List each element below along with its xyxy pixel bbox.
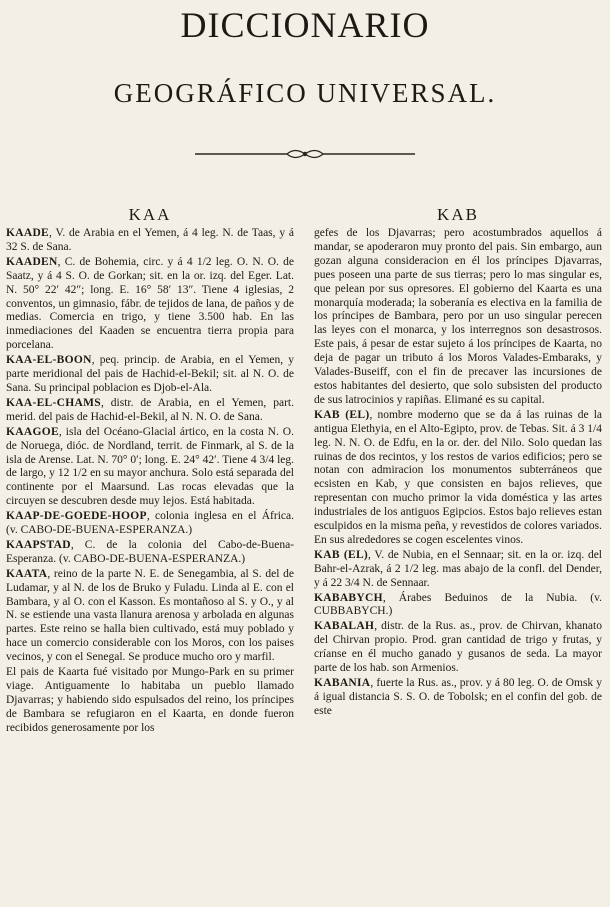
entry-text: , colonia inglesa en el África. (v. CABO-DE-BUENA-ESPERANZA.) [6, 510, 294, 537]
entry-headword: KABANIA [314, 677, 371, 689]
entry-text: , V. de Nubia, en el Sennaar; sit. en la or. izq. del Bahr-el-Azrak, á 2 1/2 leg. mas abajo de la confl. del Dender, y á 22 3/4 N. de Sennaar. [314, 548, 602, 589]
ornament-divider-icon [195, 146, 415, 162]
entry-headword: KAADEN [6, 255, 58, 268]
entry-headword: KAA-EL-BOON [6, 354, 92, 367]
entry [6, 354, 294, 396]
entry [314, 620, 602, 676]
entry [6, 227, 294, 255]
entry-headword: KAATA [6, 567, 48, 580]
entry-text: , C. de la colonia del Cabo-de-Buena-Esperanza. (v. CABO-DE-BUENA-ESPERANZA.) [6, 538, 294, 565]
column-heading: KAB [437, 205, 479, 224]
entry-text: , distr. de la Rus. as., prov. de Chirvan, khanato del Chirvan propio. Prod. gran cantidad de trigo y frutas, y críanse en él mucho ganado y gusanos de seda. La mayor parte de los hab. son Armenios. [314, 620, 602, 675]
entry [6, 510, 294, 538]
entry-headword: KAAGOE [6, 425, 59, 438]
entry [314, 549, 602, 591]
entry [6, 539, 294, 567]
entry [6, 256, 294, 353]
entry-headword: KAADE [6, 227, 50, 239]
column-right [314, 205, 602, 905]
entry-headword: KAB (EL) [314, 548, 369, 561]
entry-headword: KAB (EL) [314, 408, 370, 421]
column-heading: KAA [128, 205, 172, 224]
entry [314, 409, 602, 548]
entry-text: , peq. princip. de Arabia, en el Yemen, y parte meridional del pais de Hachid-el-Bekil; sit. al N. O. de Sana. Su principal poblacion es Djob-el-Ala. [6, 354, 294, 394]
entry-continued [6, 666, 294, 736]
entry-text: , distr. de Arabia, en el Yemen, part. merid. del pais de Hachid-el-Bekil, al N. N. O. de Sana. [6, 396, 294, 423]
entry-text: , isla del Océano-Glacial ártico, en la costa N. O. de Noruega, dióc. de Nordland, territ. de Finmark, al S. de la isla de Arense. Lat. N. 70° 0′; long. E. 24° 42′. Tiene 4 3/4 leg. de largo, y 12 1/2 en su mayor anchura. Solo está separada del continente por el Maarsund. Las rocas elevadas que la circuyen se descubren desde muy lejos. Está habitada. [6, 425, 294, 508]
entry-text: , C. de Bohemia, circ. y á 4 1/2 leg. O. N. O. de Saatz, y á 4 S. O. de Gorkan; sit. en la or. izq. del Eger. Lat. N. 50° 22′ 42″; long. E. 16° 58′ 13″. Tiene 4 iglesias, 2 conventos, un gimnasio, fábr. de tejidos de lana, de paños y de medias. Comercia en trigo, y tiene 3.500 hab. En las inmediaciones del Kaaden se encuentra tierra propia para porcelana. [6, 255, 294, 352]
entry-headword: KABALAH [314, 620, 375, 633]
page-subtitle: GEOGRÁFICO UNIVERSAL. [113, 78, 497, 108]
entry [6, 397, 294, 425]
page-title: DICCIONARIO [180, 5, 430, 45]
entry-text: gefes de los Djavarras; pero acostumbrados aquellos á mandar, se apoderaron muy pronto del pais. Sin embargo, aun gozan alguna consideracion en él los príncipes Djavarras, pues poseen una parte de sus tierras; pero lo mas singular es, que pelean por sus opresores. El gobierno del Kaarta es una monarquía moderada; la soberanía es electiva en la familia de los príncipes de Bambara, pero por un uso singular perecen las leyes con el monarca, y los interregnos son desastrosos. Este pais, á pesar de estar sujeto á los príncipes de Kaarta, no deja de pagar un tributo á los Moros Valades-Embaraks, y Valades-Buseiff, con el fin de precaver las incursiones de estos habitantes del desierto, que solo subsisten del producto de sus latrocinios y rapiñas. Elimané es su capital. [314, 227, 602, 406]
entry-text: , fuerte la Rus. as., prov. y á 80 leg. O. de Omsk y á igual distancia S. S. O. de Tobolsk; en el confin del gob. de este [314, 677, 602, 717]
entry-text: , V. de Arabia en el Yemen, á 4 leg. N. de Taas, y á 32 S. de Sana. [6, 227, 294, 253]
entry-headword: KAA-EL-CHAMS [6, 396, 101, 409]
entry [6, 426, 294, 509]
entry-continued [314, 227, 602, 408]
entry-text: , Árabes Beduinos de la Nubia. (v. CUBBABYCH.) [314, 591, 602, 618]
entry-headword: KAAPSTAD [6, 538, 71, 551]
entry [6, 568, 294, 665]
entry [314, 592, 602, 620]
entry-headword: KABABYCH [314, 591, 383, 604]
entry-text: , nombre moderno que se da á las ruinas de la antigua Elethyia, en el Alto-Egipto, prov. de Tebas. Sit. á 3 1/4 leg. N. N. O. de Edfu, en la or. der. del Nilo. Solo quedan las ruinas de dos recintos, y los restos de varios edificios; pero se notan con admiracion los monumentos subterráneos que ecsisten en Kab, y que consisten en bajos relieves, que representan con mucho primor la vida doméstica y las artes industriales de los antiguos Egipcios. Estos bajo relieves estan esculpidos en la misma peña, y revestidos de colores variados. En sus alrededores se cogen escelentes vinos. [314, 408, 602, 546]
entry-headword: KAAP-DE-GOEDE-HOOP [6, 510, 147, 523]
column-left [6, 205, 294, 905]
entry-text: , reino de la parte N. E. de Senegambia, al S. del de Ludamar, y al N. de los de Bruko y Fuladu. Linda al E. con el Bambara, y al O. con el Kasson. Es montañoso al S. y O., y al N. se estiende una vasta llanura arenosa y arbolada en algunas partes. Este reino se halla bien cultivado, está muy poblado y hace un comercio considerable con los Moros, con los paises vecinos, y con el Senegal. Se produce mucho oro y marfil. [6, 567, 294, 664]
entry [314, 677, 602, 719]
entry-text: El pais de Kaarta fué visitado por Mungo-Park en su primer viage. Antiguamente lo habitaba un pueblo llamado Djavarras; y habiendo sido espulsados del reino, los príncipes de Bambara se refugiaron en el Kaarta, en donde fueron recibidos generosamente por los [6, 666, 294, 734]
